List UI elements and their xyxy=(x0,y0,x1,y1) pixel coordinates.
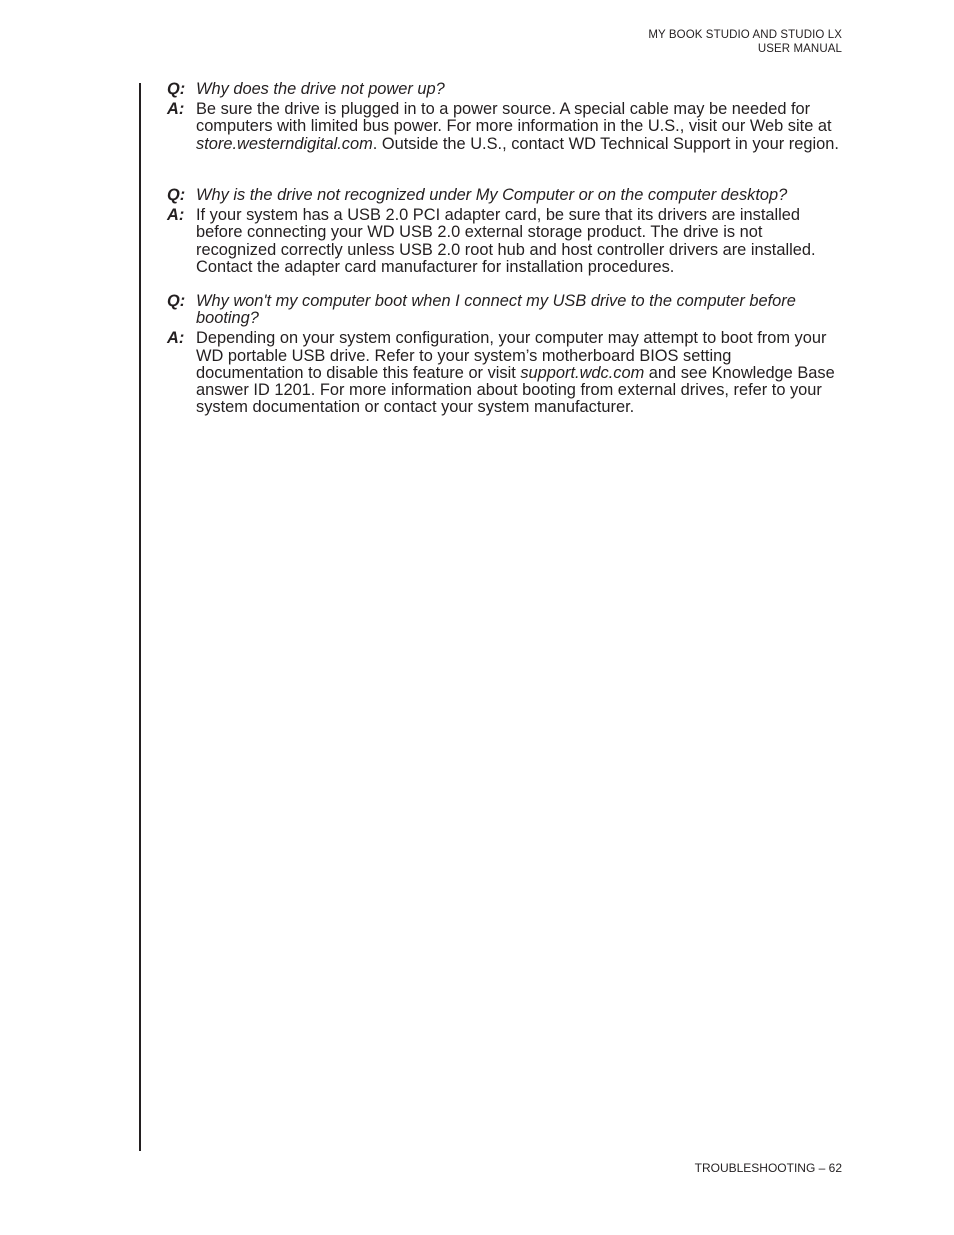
answer-text xyxy=(196,101,843,153)
faq-question xyxy=(167,187,843,204)
question-label: Q: xyxy=(167,186,186,204)
faq-item-boot xyxy=(167,293,843,416)
answer-text-part: Depending on your system configuration, your computer may attempt to boot from your WD portable USB drive. Refer to your system’s motherboard BIOS setting documentation to disable this feature or visit xyxy=(196,329,827,382)
question-text: Why does the drive not power up? xyxy=(196,80,445,98)
faq-question xyxy=(167,81,843,98)
faq-item-power xyxy=(167,81,843,153)
page-footer: TROUBLESHOOTING – 62 xyxy=(694,1161,842,1175)
support-link[interactable]: support.wdc.com xyxy=(520,363,645,382)
faq-answer xyxy=(167,207,843,276)
faq-question xyxy=(167,293,843,327)
margin-rule xyxy=(139,83,141,1151)
answer-label: A: xyxy=(167,100,185,119)
question-text: Why is the drive not recognized under My Computer or on the computer desktop? xyxy=(196,186,788,204)
question-label: Q: xyxy=(167,80,186,98)
answer-text-part: . Outside the U.S., contact WD Technical Support in your region. xyxy=(372,134,839,153)
manual-subtitle: USER MANUAL xyxy=(757,43,842,55)
manual-title: MY BOOK STUDIO AND STUDIO LX xyxy=(648,29,842,41)
store-link[interactable]: store.westerndigital.com xyxy=(196,134,373,153)
question-label: Q: xyxy=(167,292,186,310)
answer-text xyxy=(196,330,843,416)
answer-text-part: and see Knowledge Base answer ID 1201. For more information about booting from external drives, refer to your system documentation or contact your system manufacturer. xyxy=(196,363,835,417)
faq-item-recognition xyxy=(167,187,843,276)
answer-text: If your system has a USB 2.0 PCI adapter card, be sure that its drivers are installed before connecting your WD USB 2.0 external storage product. The drive is not recognized correctly unless USB 2.0 root hub and host controller drivers are installed. Contact the adapter card manufacturer for installation procedures. xyxy=(196,206,816,276)
faq-answer xyxy=(167,330,843,416)
answer-label: A: xyxy=(167,206,185,225)
faq-answer xyxy=(167,101,843,153)
answer-label: A: xyxy=(167,329,185,348)
page-header xyxy=(648,28,842,56)
question-text: Why won't my computer boot when I connect my USB drive to the computer before booting? xyxy=(196,292,796,328)
answer-text-part: Be sure the drive is plugged in to a power source. A special cable may be needed for computers with limited bus power. For more information in the U.S., visit our Web site at xyxy=(196,100,832,136)
